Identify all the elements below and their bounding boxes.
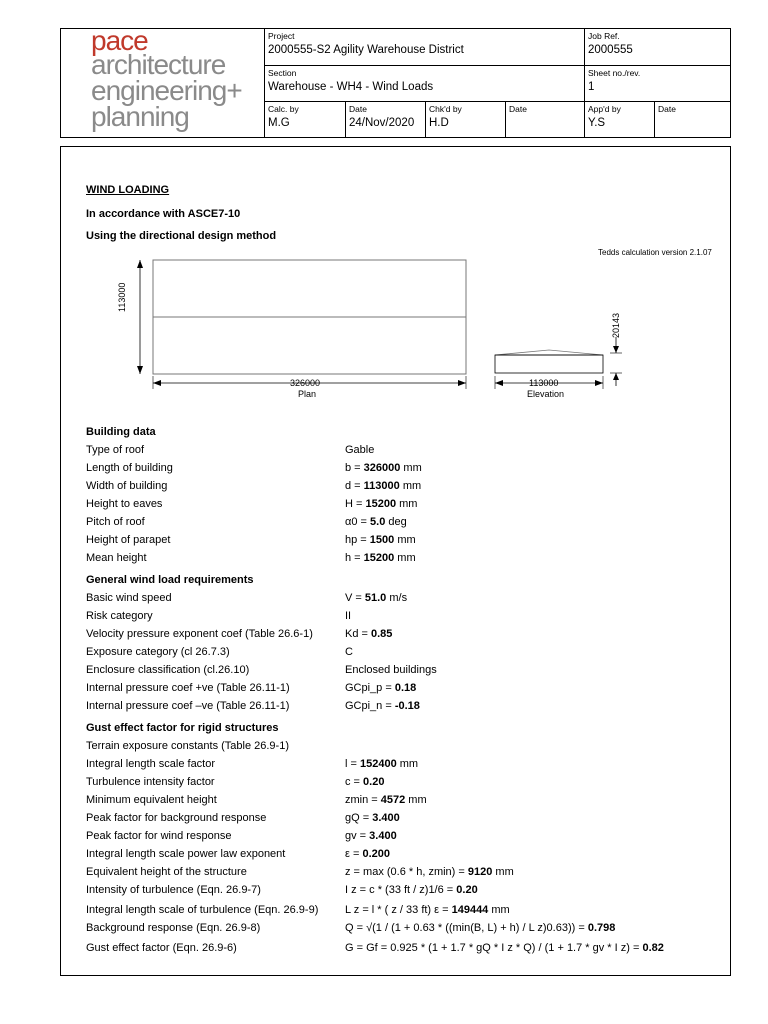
logo-line-2: architecture <box>91 49 226 80</box>
row-label: Type of roof <box>86 444 145 456</box>
date1-cell <box>346 102 426 137</box>
chkd-label: Chk'd by <box>429 104 462 114</box>
section-cell <box>265 66 585 102</box>
company-logo <box>61 29 265 137</box>
row-label: Exposure category (cl 26.7.3) <box>86 646 230 658</box>
date3-label: Date <box>658 104 676 114</box>
doc-subtitle-1: In accordance with ASCE7-10 <box>86 208 241 220</box>
date1-value: 24/Nov/2020 <box>349 117 415 129</box>
dim-arrow-left <box>153 380 161 386</box>
general-heading: General wind load requirements <box>86 574 254 586</box>
dim-arrow-right <box>458 380 466 386</box>
row-value: Q = √(1 / (1 + 0.63 * ((min(B, L) + h) / L z)0.63)) = 0.798 <box>345 922 616 934</box>
plan-caption: Plan <box>298 389 317 399</box>
section-label: Section <box>268 68 297 78</box>
calcby-cell <box>265 102 346 137</box>
row-label: Integral length scale factor <box>86 758 216 770</box>
project-cell <box>265 29 585 66</box>
version-note: Tedds calculation version 2.1.07 <box>598 248 712 257</box>
row-value: G = Gf = 0.925 * (1 + 1.7 * gQ * I z * Q) / (1 + 1.7 * gv * I z) = 0.82 <box>345 942 664 954</box>
row-label: Intensity of turbulence (Eqn. 26.9-7) <box>86 884 261 896</box>
doc-subtitle-2: Using the directional design method <box>86 230 277 242</box>
row-value: I z = c * (33 ft / z)1/6 = 0.20 <box>345 884 478 896</box>
row-value: b = 326000 mm <box>345 462 422 474</box>
row-label: Mean height <box>86 552 147 564</box>
dim-arrow-up <box>137 260 143 268</box>
gust-heading: Gust effect factor for rigid structures <box>86 722 279 734</box>
appd-cell <box>585 102 655 137</box>
elev-height-label: 20143 <box>611 312 621 338</box>
jobref-cell <box>585 29 730 66</box>
row-label: Background response (Eqn. 26.9-8) <box>86 922 261 934</box>
project-value: 2000555-S2 Agility Warehouse District <box>268 44 464 56</box>
row-label: Gust effect factor (Eqn. 26.9-6) <box>86 942 237 954</box>
date3-cell <box>655 102 730 137</box>
row-value: II <box>345 610 352 622</box>
elevation-outline <box>495 355 603 373</box>
sheet-cell <box>585 66 730 102</box>
logo-line-3: engineering+ <box>91 75 242 106</box>
row-label: Peak factor for wind response <box>86 830 232 842</box>
row-value: GCpi_p = 0.18 <box>345 682 417 694</box>
row-value: GCpi_n = -0.18 <box>345 700 420 712</box>
row-label: Velocity pressure exponent coef (Table 26.6-1) <box>86 628 313 640</box>
row-label: Integral length scale power law exponent <box>86 848 286 860</box>
row-label: Enclosure classification (cl.26.10) <box>86 664 250 676</box>
row-label: Internal pressure coef –ve (Table 26.11-1) <box>86 700 290 712</box>
logo-line-4: planning <box>91 101 189 132</box>
row-value: L z = l * ( z / 33 ft) ε = 149444 mm <box>345 904 510 916</box>
jobref-label: Job Ref. <box>588 31 620 41</box>
row-label: Width of building <box>86 480 168 492</box>
chkd-value: H.D <box>429 117 449 129</box>
row-value: V = 51.0 m/s <box>345 592 408 604</box>
date1-label: Date <box>349 104 367 114</box>
row-value: Gable <box>345 444 375 456</box>
appd-value: Y.S <box>588 117 606 129</box>
building-data-heading: Building data <box>86 426 156 438</box>
jobref-value: 2000555 <box>588 44 633 56</box>
row-label: Length of building <box>86 462 173 474</box>
row-value: H = 15200 mm <box>345 498 418 510</box>
section-value: Warehouse - WH4 - Wind Loads <box>268 81 434 93</box>
row-value: α0 = 5.0 deg <box>345 516 407 528</box>
row-value: zmin = 4572 mm <box>345 794 427 806</box>
date2-label: Date <box>509 104 527 114</box>
row-label: Turbulence intensity factor <box>86 776 215 788</box>
row-value: hp = 1500 mm <box>345 534 416 546</box>
row-label: Integral length scale of turbulence (Eqn. 26.9-9) <box>86 904 319 916</box>
sheet-value: 1 <box>588 81 595 93</box>
building-diagram <box>100 252 640 407</box>
row-label: Minimum equivalent height <box>86 794 217 806</box>
sheet-label: Sheet no./rev. <box>588 68 641 78</box>
project-label: Project <box>268 31 295 41</box>
row-label: Pitch of roof <box>86 516 145 528</box>
row-label: Terrain exposure constants (Table 26.9-1) <box>86 740 289 752</box>
row-label: Peak factor for background response <box>86 812 267 824</box>
row-value: Enclosed buildings <box>345 664 437 676</box>
row-value: gQ = 3.400 <box>345 812 400 824</box>
calcby-label: Calc. by <box>268 104 299 114</box>
row-value: Kd = 0.85 <box>345 628 393 640</box>
elevation-roof-line <box>495 350 603 355</box>
row-value: h = 15200 mm <box>345 552 416 564</box>
calcby-value: M.G <box>268 117 290 129</box>
row-value: C <box>345 646 353 658</box>
row-label: Equivalent height of the structure <box>86 866 247 878</box>
title-block <box>60 28 731 138</box>
date2-cell <box>506 102 585 137</box>
row-label: Height to eaves <box>86 498 163 510</box>
row-label: Risk category <box>86 610 153 622</box>
logo-line-1: pace <box>91 29 148 56</box>
row-value: z = max (0.6 * h, zmin) = 9120 mm <box>345 866 514 878</box>
row-label: Height of parapet <box>86 534 171 546</box>
row-value: gv = 3.400 <box>345 830 397 842</box>
row-value: l = 152400 mm <box>345 758 419 770</box>
row-value: d = 113000 mm <box>345 480 422 492</box>
appd-label: App'd by <box>588 104 621 114</box>
plan-width-label: 326000 <box>290 378 321 388</box>
elev-width-label: 113000 <box>529 378 559 388</box>
doc-title: WIND LOADING <box>86 184 170 196</box>
dim-arrow-down <box>137 366 143 374</box>
chkd-cell <box>426 102 506 137</box>
row-label: Basic wind speed <box>86 592 172 604</box>
row-value: ε = 0.200 <box>345 848 390 860</box>
plan-depth-label: 113000 <box>117 282 127 312</box>
row-label: Internal pressure coef +ve (Table 26.11-1) <box>86 682 290 694</box>
row-value: c = 0.20 <box>345 776 385 788</box>
elevation-caption: Elevation <box>527 389 565 399</box>
